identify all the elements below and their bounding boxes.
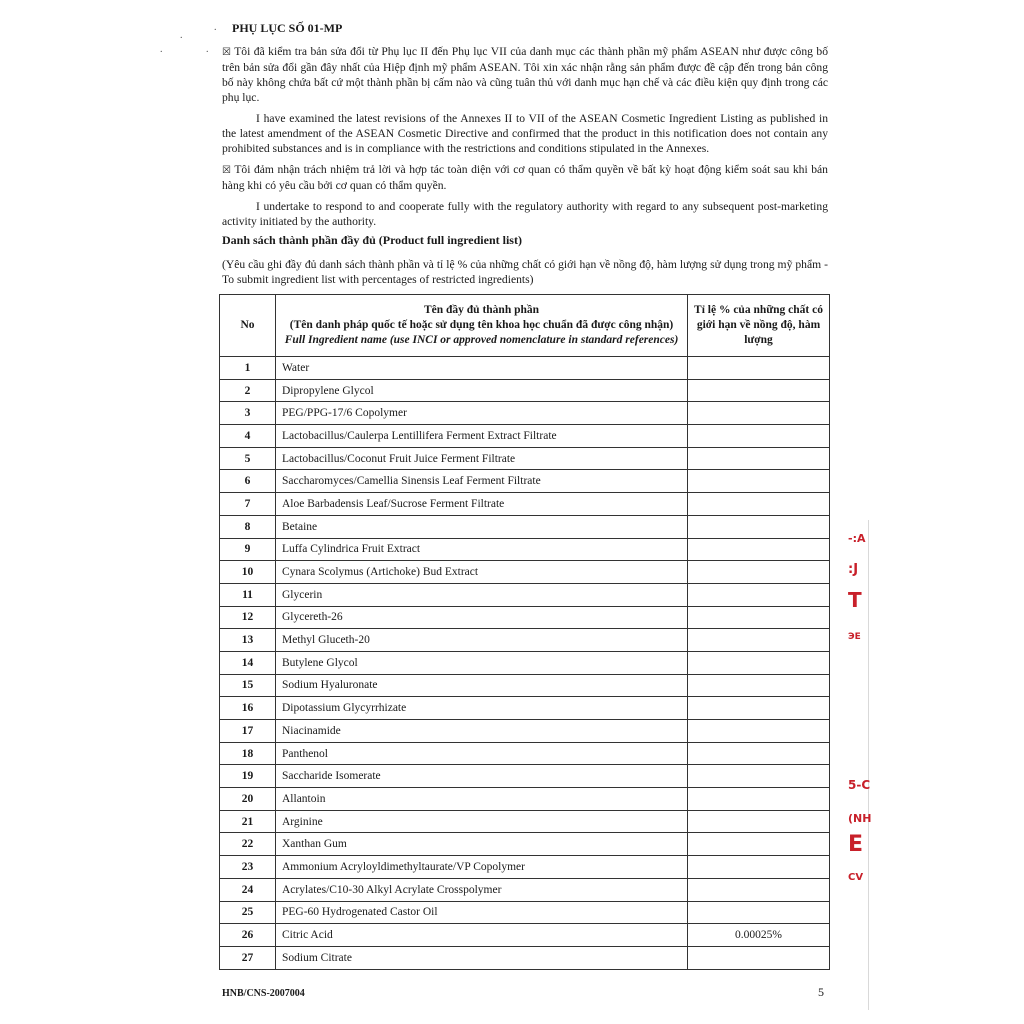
table-row: [220, 606, 830, 629]
row-number: 20: [220, 788, 276, 811]
header-percentage: Tỉ lệ % của những chất có giới hạn về nồng độ, hàm lượng: [688, 295, 830, 357]
scan-speck: .: [180, 30, 183, 41]
row-number: 5: [220, 447, 276, 470]
stamp-fragment: CV: [848, 872, 864, 883]
table-row: [220, 379, 830, 402]
declaration-vi-2: [222, 162, 828, 193]
table-row: [220, 697, 830, 720]
restricted-percentage: [688, 810, 830, 833]
bullet-dot: .: [214, 22, 217, 33]
ingredient-name: Sodium Citrate: [276, 946, 688, 969]
table-row: [220, 402, 830, 425]
table-row: [220, 878, 830, 901]
table-row: [220, 765, 830, 788]
stamp-fragment: :J: [848, 562, 859, 577]
declaration-en-2: I undertake to respond to and cooperate fully with the regulatory authority with regard to any subsequent post-marketing activity initiated by the authority.: [222, 200, 828, 228]
ingredient-name: Aloe Barbadensis Leaf/Sucrose Ferment Filtrate: [276, 493, 688, 516]
ingredient-name: Saccharomyces/Camellia Sinensis Leaf Ferment Filtrate: [276, 470, 688, 493]
table-row: [220, 742, 830, 765]
stamp-fragment: -:A: [848, 532, 866, 545]
restricted-percentage: [688, 788, 830, 811]
ingredient-name: Dipotassium Glycyrrhizate: [276, 697, 688, 720]
row-number: 1: [220, 357, 276, 380]
table-row: [220, 788, 830, 811]
restricted-percentage: [688, 402, 830, 425]
restricted-percentage: [688, 493, 830, 516]
restricted-percentage: [688, 470, 830, 493]
table-row: [220, 538, 830, 561]
table-row: [220, 493, 830, 516]
row-number: 2: [220, 379, 276, 402]
ingredient-name: Glycereth-26: [276, 606, 688, 629]
row-number: 11: [220, 583, 276, 606]
header-name-en: Full Ingredient name (use INCI or approved nomenclature in standard references): [284, 334, 679, 346]
row-number: 7: [220, 493, 276, 516]
restricted-percentage: [688, 878, 830, 901]
ingredient-name: Cynara Scolymus (Artichoke) Bud Extract: [276, 561, 688, 584]
ingredient-name: Butylene Glycol: [276, 651, 688, 674]
row-number: 26: [220, 924, 276, 947]
ingredient-name: PEG-60 Hydrogenated Castor Oil: [276, 901, 688, 924]
row-number: 19: [220, 765, 276, 788]
row-number: 15: [220, 674, 276, 697]
ingredient-name: Lactobacillus/Coconut Fruit Juice Ferment Filtrate: [276, 447, 688, 470]
table-row: [220, 651, 830, 674]
restricted-percentage: [688, 742, 830, 765]
scan-speck: .: [160, 44, 163, 55]
header-name-vi: Tên đầy đủ thành phần: [423, 304, 540, 316]
page-number: 5: [818, 985, 824, 999]
ingredient-name: PEG/PPG-17/6 Copolymer: [276, 402, 688, 425]
row-number: 21: [220, 810, 276, 833]
stamp-fragment: 5-C: [848, 778, 871, 792]
table-row: [220, 924, 830, 947]
row-number: 25: [220, 901, 276, 924]
table-row: [220, 629, 830, 652]
restricted-percentage: [688, 833, 830, 856]
page-edge-line: [868, 520, 869, 1010]
ingredient-name: Niacinamide: [276, 720, 688, 743]
document-code: HNB/CNS-2007004: [222, 988, 305, 999]
row-number: 17: [220, 720, 276, 743]
restricted-percentage: [688, 720, 830, 743]
row-number: 6: [220, 470, 276, 493]
declaration-text: Tôi đã kiểm tra bản sửa đổi từ Phụ lục II đến Phụ lục VII của danh mục các thành phần mỹ phẩm ASEAN như được công bố trên bản sửa đổi gần đây nhất của Hiệp định mỹ phẩm ASEAN. Tôi xin xác nhận rằng sản phẩm được đề cập đến trong bản công bố này không chứa bất cứ một thành phần bị cấm nào và cũng tuân thủ với danh mục hạn chế và các điều kiện quy định trong các phụ lục.: [222, 45, 828, 104]
restricted-percentage: 0.00025%: [688, 924, 830, 947]
ingredient-list-title: Danh sách thành phần đầy đủ (Product full ingredient list): [222, 233, 522, 247]
table-header-row: [220, 295, 830, 357]
ingredient-name: Acrylates/C10-30 Alkyl Acrylate Crosspolymer: [276, 878, 688, 901]
ingredient-name: Xanthan Gum: [276, 833, 688, 856]
ingredient-table: [219, 294, 830, 970]
ingredient-name: Ammonium Acryloyldimethyltaurate/VP Copolymer: [276, 856, 688, 879]
declaration-text: Tôi đảm nhận trách nhiệm trả lời và hợp tác toàn diện với cơ quan có thẩm quyền về bất kỳ hoạt động kiểm soát sau khi bán hàng khi có yêu cầu bởi cơ quan có thẩm quyền.: [222, 163, 828, 192]
restricted-percentage: [688, 538, 830, 561]
row-number: 10: [220, 561, 276, 584]
row-number: 4: [220, 425, 276, 448]
row-number: 3: [220, 402, 276, 425]
restricted-percentage: [688, 946, 830, 969]
row-number: 8: [220, 515, 276, 538]
row-number: 12: [220, 606, 276, 629]
table-row: [220, 856, 830, 879]
ingredient-name: Allantoin: [276, 788, 688, 811]
ingredient-name: Lactobacillus/Caulerpa Lentillifera Ferment Extract Filtrate: [276, 425, 688, 448]
table-row: [220, 720, 830, 743]
ingredient-name: Arginine: [276, 810, 688, 833]
row-number: 18: [220, 742, 276, 765]
checked-box-icon: ☒: [222, 47, 231, 58]
restricted-percentage: [688, 765, 830, 788]
ingredient-list-note: (Yêu cầu ghi đầy đủ danh sách thành phần và tỉ lệ % của những chất có giới hạn về nồng độ, hàm lượng sử dụng trong mỹ phẩm - To submit ingredient list with percentages of restricted ingredients): [222, 258, 828, 286]
restricted-percentage: [688, 357, 830, 380]
ingredient-name: Methyl Gluceth-20: [276, 629, 688, 652]
row-number: 23: [220, 856, 276, 879]
table-row: [220, 583, 830, 606]
restricted-percentage: [688, 697, 830, 720]
table-row: [220, 470, 830, 493]
table-row: [220, 425, 830, 448]
table-row: [220, 561, 830, 584]
row-number: 24: [220, 878, 276, 901]
restricted-percentage: [688, 379, 830, 402]
declaration-en-1: I have examined the latest revisions of the Annexes II to VII of the ASEAN Cosmetic Ingredient Listing as published in the latest amendment of the ASEAN Cosmetic Directive and confirmed that the product in this notification does not contain any prohibited substances and is in compliance with the restrictions and conditions stipulated in the Annexes.: [222, 112, 828, 155]
ingredient-name: Saccharide Isomerate: [276, 765, 688, 788]
restricted-percentage: [688, 856, 830, 879]
restricted-percentage: [688, 674, 830, 697]
stamp-fragment: E: [848, 832, 864, 857]
ingredient-name: Luffa Cylindrica Fruit Extract: [276, 538, 688, 561]
ingredient-name: Dipropylene Glycol: [276, 379, 688, 402]
stamp-fragment: ЭЕ: [848, 632, 861, 642]
ingredient-name: Panthenol: [276, 742, 688, 765]
table-row: [220, 447, 830, 470]
header-ingredient-name: [276, 295, 688, 357]
restricted-percentage: [688, 651, 830, 674]
ingredient-name: Sodium Hyaluronate: [276, 674, 688, 697]
ingredient-rows: [220, 357, 830, 970]
row-number: 14: [220, 651, 276, 674]
restricted-percentage: [688, 901, 830, 924]
ingredient-name: Betaine: [276, 515, 688, 538]
table-row: [220, 515, 830, 538]
ingredient-name: Citric Acid: [276, 924, 688, 947]
table-row: [220, 833, 830, 856]
restricted-percentage: [688, 561, 830, 584]
table-row: [220, 946, 830, 969]
restricted-percentage: [688, 447, 830, 470]
table-row: [220, 810, 830, 833]
header-no: No: [220, 295, 276, 357]
row-number: 13: [220, 629, 276, 652]
row-number: 9: [220, 538, 276, 561]
row-number: 27: [220, 946, 276, 969]
appendix-title: PHỤ LỤC SỐ 01-MP: [232, 21, 343, 35]
restricted-percentage: [688, 515, 830, 538]
ingredient-name: Glycerin: [276, 583, 688, 606]
checked-box-icon: ☒: [222, 165, 231, 176]
scan-speck: .: [206, 44, 209, 55]
restricted-percentage: [688, 606, 830, 629]
stamp-fragment: T: [848, 588, 862, 612]
declaration-vi-1: [222, 44, 828, 105]
table-row: [220, 357, 830, 380]
table-row: [220, 901, 830, 924]
stamp-fragment: (NH: [848, 812, 872, 825]
table-row: [220, 674, 830, 697]
restricted-percentage: [688, 425, 830, 448]
header-name-vi-detail: (Tên danh pháp quốc tế hoặc sử dụng tên khoa học chuẩn đã được công nhận): [289, 319, 674, 331]
row-number: 16: [220, 697, 276, 720]
ingredient-name: Water: [276, 357, 688, 380]
restricted-percentage: [688, 583, 830, 606]
row-number: 22: [220, 833, 276, 856]
restricted-percentage: [688, 629, 830, 652]
